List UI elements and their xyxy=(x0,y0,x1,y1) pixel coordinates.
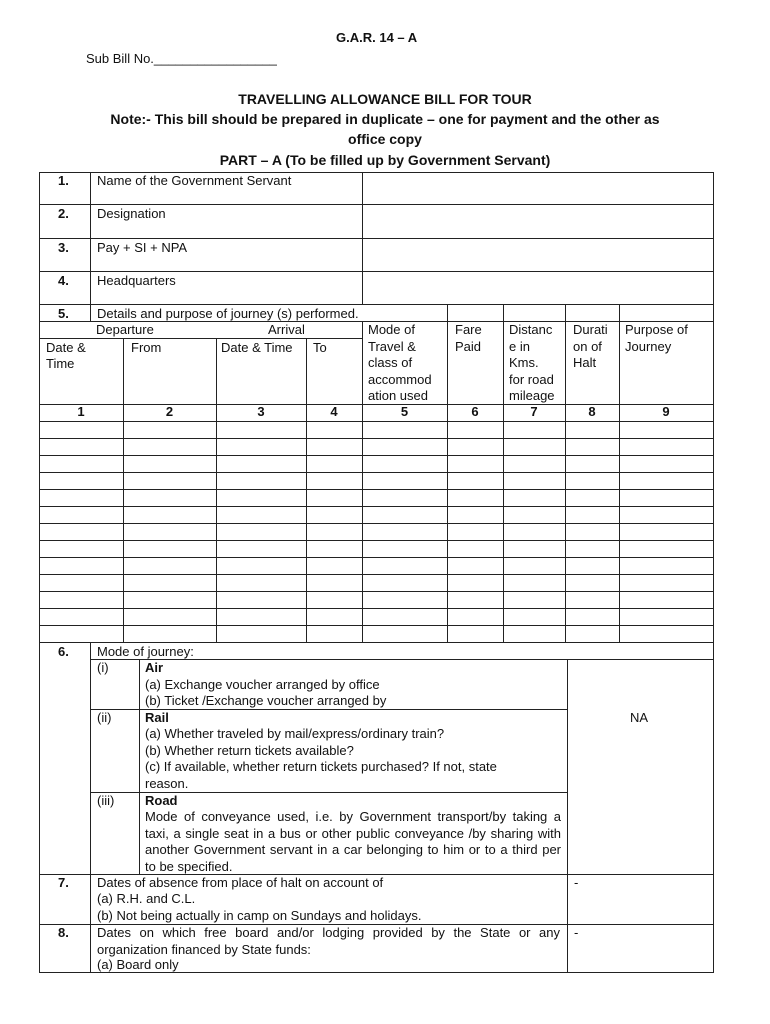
item-7-option-a: (a) R.H. and C.L. xyxy=(97,891,196,906)
item-1-label: Name of the Government Servant xyxy=(97,173,292,188)
col-number-8: 8 xyxy=(588,404,596,419)
col-distance-line3: Kms. xyxy=(509,355,539,370)
note-line-1: Note:- This bill should be prepared in duplicate – one for payment and the other as xyxy=(110,111,660,127)
mode-road-heading: Road xyxy=(145,793,178,808)
rail-option-b: (b) Whether return tickets available? xyxy=(145,743,354,758)
item-2-label: Designation xyxy=(97,206,166,221)
name-field[interactable] xyxy=(363,173,713,204)
col-to: To xyxy=(313,340,327,355)
item-3-label: Pay + SI + NPA xyxy=(97,240,188,255)
col-distance-line2: e in xyxy=(509,339,530,354)
col-distance-line5: mileage xyxy=(509,388,555,403)
mode-air-index: (i) xyxy=(97,660,109,675)
col-fare-line2: Paid xyxy=(455,339,482,354)
item-7-number: 7. xyxy=(58,875,69,890)
col-purpose-line1: Purpose of xyxy=(625,322,688,337)
col-mode-line5: ation used xyxy=(368,388,428,403)
col-arrival-date-time: Date & Time xyxy=(221,340,293,355)
air-option-b: (b) Ticket /Exchange voucher arranged by xyxy=(145,693,387,708)
note-line-2: office copy xyxy=(348,131,422,147)
item-4-label: Headquarters xyxy=(97,273,176,288)
col-number-3: 3 xyxy=(257,404,265,419)
item-5-label: Details and purpose of journey (s) performed. xyxy=(97,306,359,321)
mode-air-heading: Air xyxy=(145,660,164,675)
col-mode-line4: accommod xyxy=(368,372,432,387)
col-number-9: 9 xyxy=(662,404,670,419)
col-date-time-line1: Date & xyxy=(46,340,86,355)
form-code: G.A.R. 14 – A xyxy=(336,30,418,45)
item-2-number: 2. xyxy=(58,206,69,221)
arrival-header: Arrival xyxy=(268,322,305,337)
pay-field[interactable] xyxy=(363,239,713,271)
sub-bill-number: Sub Bill No._________________ xyxy=(86,51,277,66)
page-title: TRAVELLING ALLOWANCE BILL FOR TOUR xyxy=(238,91,532,107)
item-6-number: 6. xyxy=(58,644,69,659)
col-mode-line2: Travel & xyxy=(368,339,416,354)
item-8-value: - xyxy=(574,925,579,940)
col-number-4: 4 xyxy=(330,404,338,419)
air-option-a: (a) Exchange voucher arranged by office xyxy=(145,677,380,692)
col-fare-line1: Fare xyxy=(455,322,482,337)
rail-option-c-line2: reason. xyxy=(145,776,189,791)
item-7-value: - xyxy=(574,875,579,890)
col-number-2: 2 xyxy=(165,404,174,419)
item-6-label: Mode of journey: xyxy=(97,644,194,659)
item-4-number: 4. xyxy=(58,273,69,288)
col-number-5: 5 xyxy=(400,404,409,419)
item-8-label: Dates on which free board and/or lodging provided by the State or any organization financed by State funds: xyxy=(97,925,560,957)
mode-rail-heading: Rail xyxy=(145,710,169,725)
col-from: From xyxy=(131,340,162,355)
road-description: Mode of conveyance used, i.e. by Government transport/by taking a taxi, a single seat in a bus or other public conveyance /by sharing with another Government servant in a car belonging to him or to a third per to be specified. xyxy=(145,809,561,874)
col-duration-line3: Halt xyxy=(573,355,597,370)
designation-field[interactable] xyxy=(363,205,713,237)
mode-road-index: (iii) xyxy=(97,793,115,808)
rail-option-c-line1: (c) If available, whether return tickets purchased? If not, state xyxy=(145,759,497,774)
col-distance-line4: for road xyxy=(509,372,554,387)
item-7-label: Dates of absence from place of halt on account of xyxy=(97,875,384,890)
item-3-number: 3. xyxy=(58,240,69,255)
headquarters-field[interactable] xyxy=(363,272,713,304)
rail-option-a: (a) Whether traveled by mail/express/ordinary train? xyxy=(145,726,445,741)
item-1-number: 1. xyxy=(58,173,69,188)
col-date-time-line2: Time xyxy=(46,356,75,371)
col-duration-line1: Durati xyxy=(573,322,608,337)
mode-rail-index: (ii) xyxy=(97,710,112,725)
departure-header: Departure xyxy=(96,322,154,337)
mode-value-na: NA xyxy=(630,710,649,725)
col-number-1: 1 xyxy=(77,404,85,419)
col-mode-line1: Mode of xyxy=(368,322,415,337)
col-distance-line1: Distanc xyxy=(509,322,553,337)
part-a-heading: PART – A (To be filled up by Government Servant) xyxy=(219,152,551,168)
col-duration-line2: on of xyxy=(573,339,602,354)
item-8-number: 8. xyxy=(58,925,69,940)
item-7-option-b: (b) Not being actually in camp on Sundays and holidays. xyxy=(97,908,422,923)
col-mode-line3: class of xyxy=(368,355,413,370)
journey-entry-rows[interactable] xyxy=(40,422,713,642)
item-5-number: 5. xyxy=(58,306,69,321)
col-purpose-line2: Journey xyxy=(625,339,672,354)
col-number-7: 7 xyxy=(530,404,538,419)
col-number-6: 6 xyxy=(471,404,479,419)
item-8-option-a: (a) Board only xyxy=(97,957,179,972)
